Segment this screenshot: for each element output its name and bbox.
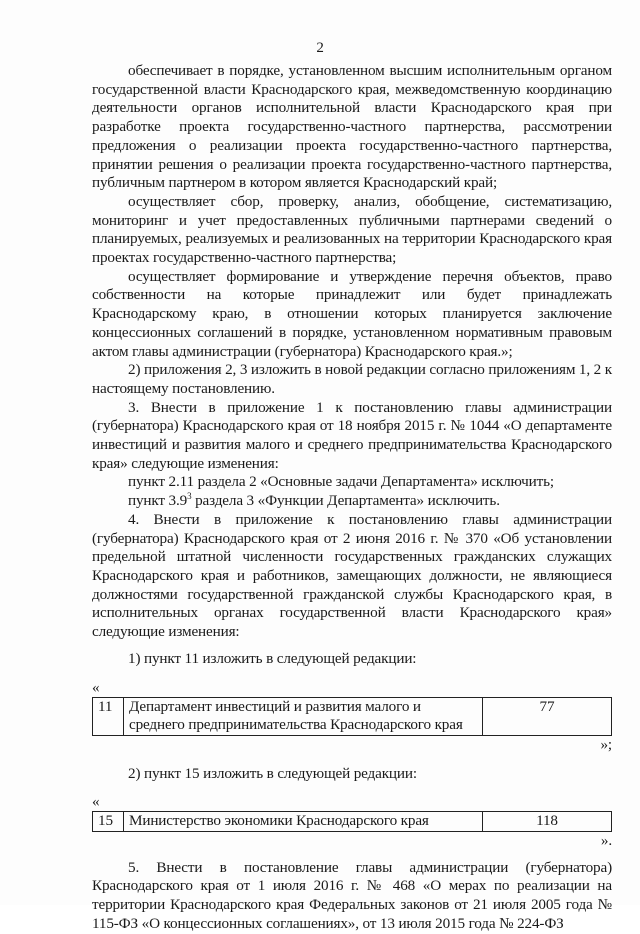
row-name: Департамент инвестиций и развития малого и среднего предпринимательства Краснодарского края <box>124 697 483 735</box>
paragraph-section-4: 4. Внести в приложение к постановлению главы администрации (губернатора) Краснодарского края от 2 июня 2016 г. № 370 «Об установлении предельной штатной численности государственных гражданских служащих Краснодарского края и работников, замещающих должности, не являющиеся должностями государственной гражданской службы Краснодарского края, в исполнительных органах государственной власти Краснодарского края» следующие изменения: <box>92 510 612 641</box>
paragraph-section-5: 5. Внести в постановление главы администрации (губернатора) Краснодарского края от 1 июля 2016 г. № 468 «О мерах по реализации на территории Краснодарского края Федеральных законов от 21 июля 2005 года № 115-ФЗ «О концессионных соглашениях», от 13 июля 2015 года № 224-ФЗ <box>92 858 612 932</box>
paragraph-objects-list: осуществляет формирование и утверждение перечня объектов, право собственности на которые принадлежит или будет принадлежать Краснодарскому краю, в отношении которых планируется заключение концессионных соглашений в порядке, установленном нормативным правовым актом главы администрации (губернатора) Краснодарского края.»; <box>92 267 612 360</box>
line-item-2-11: пункт 2.11 раздела 2 «Основные задачи Департамента» исключить; <box>128 473 554 491</box>
document-body <box>92 62 612 934</box>
page-number: 2 <box>316 40 324 56</box>
row-value: 118 <box>483 812 612 832</box>
item-2-heading: 2) пункт 15 изложить в следующей редакции: <box>128 764 417 782</box>
closing-quote-2: ». <box>600 832 612 850</box>
paragraph-coordination: обеспечивает в порядке, установленном высшим исполнительным органом государственной власти Краснодарского края, межведомственную координацию деятельности органов исполнительной власти Краснодарского края при разработке проекта государственно-частного партнерства, рассмотрении предложения о реализации проекта государственно-частного партнерства, принятии решения о реализации проекта государственно-частного партнерства, публичным партнером в котором является Краснодарский край; <box>92 62 612 192</box>
row-number: 15 <box>93 812 124 832</box>
line-item-3-9-prefix: пункт 3.9 <box>128 492 188 510</box>
table-item-15 <box>92 811 612 832</box>
row-value: 77 <box>483 697 612 735</box>
table-row <box>93 697 612 735</box>
closing-quote-1: »; <box>600 735 612 753</box>
paragraph-appendices: 2) приложения 2, 3 изложить в новой редакции согласно приложениям 1, 2 к настоящему постановлению. <box>92 361 612 397</box>
item-1-heading: 1) пункт 11 изложить в следующей редакции: <box>128 649 417 667</box>
opening-quote-1: « <box>92 678 100 696</box>
row-number: 11 <box>93 697 124 735</box>
table-row <box>93 812 612 832</box>
row-name: Министерство экономики Краснодарского края <box>124 812 483 832</box>
superscript-3: 3 <box>187 491 192 502</box>
line-item-3-9 <box>92 492 612 511</box>
paragraph-monitoring: осуществляет сбор, проверку, анализ, обобщение, систематизацию, мониторинг и учет предоставленных публичными партнерами сведений о планируемых, реализуемых и реализованных на территории Краснодарского края проектах государственно-частного партнерства; <box>92 192 612 267</box>
table-item-11 <box>92 697 612 736</box>
opening-quote-2: « <box>92 793 100 811</box>
paragraph-section-3: 3. Внести в приложение 1 к постановлению главы администрации (губернатора) Краснодарского края от 18 ноября 2015 г. № 1044 «О департаменте инвестиций и развития малого и среднего предпринимательства Краснодарского края» следующие изменения: <box>92 398 612 472</box>
line-item-3-9-suffix: раздела 3 «Функции Департамента» исключить. <box>191 492 500 510</box>
